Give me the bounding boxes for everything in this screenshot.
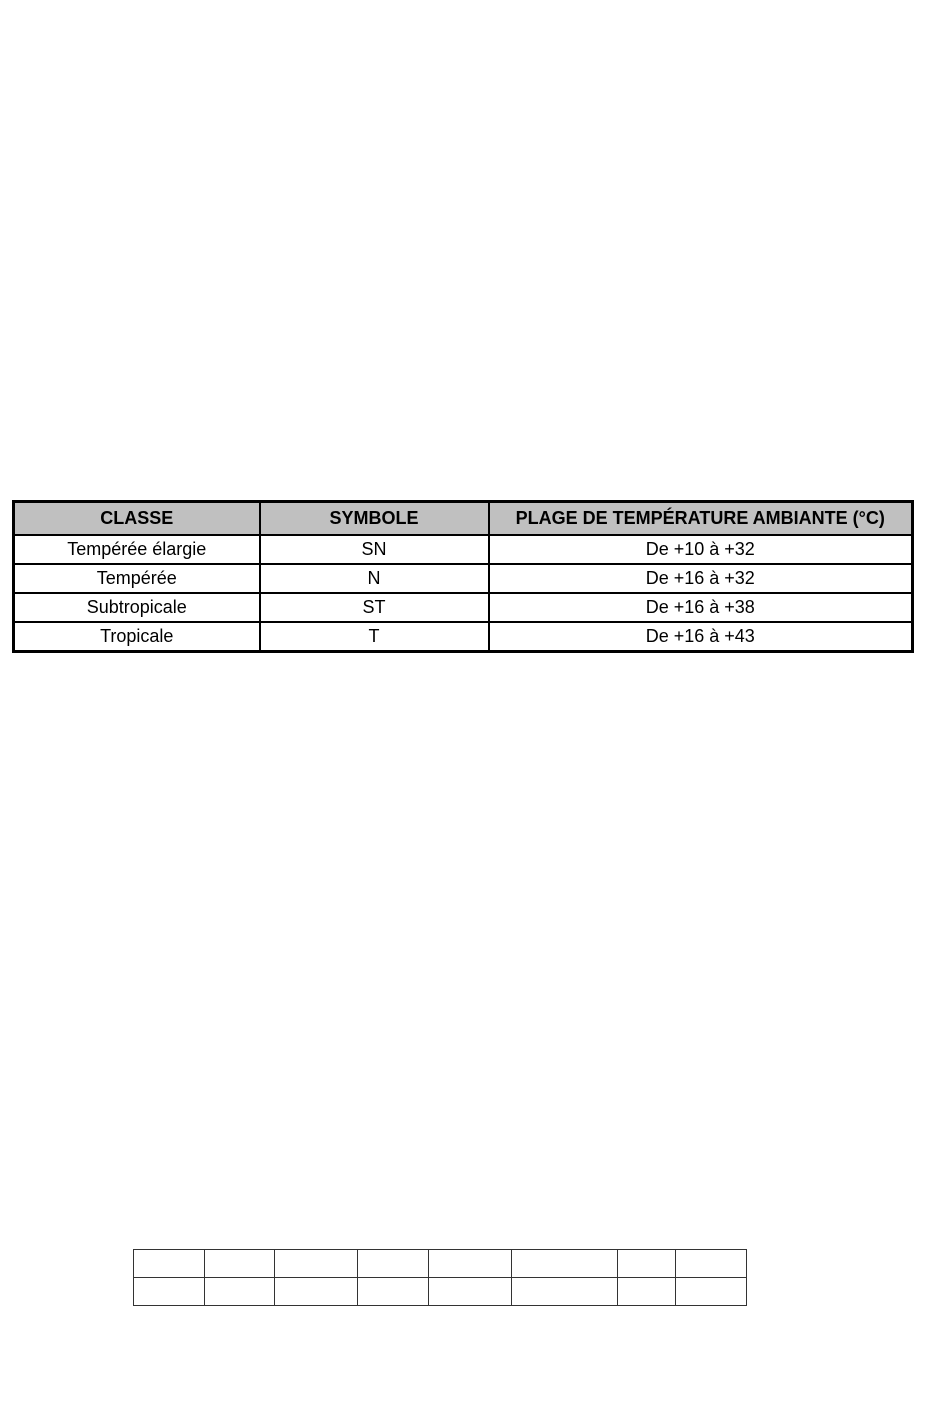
grid-cell: [358, 1278, 429, 1306]
cell-classe: Tempérée élargie: [14, 535, 260, 564]
grid-cell: [676, 1250, 747, 1278]
grid-cell: [512, 1278, 618, 1306]
table-row: [14, 593, 913, 622]
grid-cell: [512, 1250, 618, 1278]
cell-classe: Subtropicale: [14, 593, 260, 622]
grid-cell: [134, 1250, 205, 1278]
grid-row: [134, 1250, 747, 1278]
cell-plage: De +16 à +32: [489, 564, 913, 593]
cell-plage: De +16 à +43: [489, 622, 913, 652]
table-row: [14, 622, 913, 652]
grid-cell: [676, 1278, 747, 1306]
cell-classe: Tropicale: [14, 622, 260, 652]
grid-cell: [275, 1250, 358, 1278]
header-classe: CLASSE: [14, 502, 260, 536]
cell-symbole: ST: [260, 593, 489, 622]
grid-cell: [618, 1250, 676, 1278]
table-row: [14, 564, 913, 593]
cell-plage: De +16 à +38: [489, 593, 913, 622]
grid-cell: [205, 1250, 275, 1278]
table-row: [14, 535, 913, 564]
cell-classe: Tempérée: [14, 564, 260, 593]
grid-cell: [358, 1250, 429, 1278]
grid-cell: [618, 1278, 676, 1306]
grid-row: [134, 1278, 747, 1306]
grid-cell: [429, 1278, 512, 1306]
table-header-row: [14, 502, 913, 536]
grid-cell: [134, 1278, 205, 1306]
header-symbole: SYMBOLE: [260, 502, 489, 536]
cell-symbole: T: [260, 622, 489, 652]
cell-symbole: SN: [260, 535, 489, 564]
grid-cell: [429, 1250, 512, 1278]
empty-footer-grid: [133, 1249, 747, 1306]
cell-plage: De +10 à +32: [489, 535, 913, 564]
climate-class-table: [12, 500, 914, 653]
header-plage-temperature: PLAGE DE TEMPÉRATURE AMBIANTE (°C): [489, 502, 913, 536]
grid-cell: [205, 1278, 275, 1306]
grid-cell: [275, 1278, 358, 1306]
cell-symbole: N: [260, 564, 489, 593]
